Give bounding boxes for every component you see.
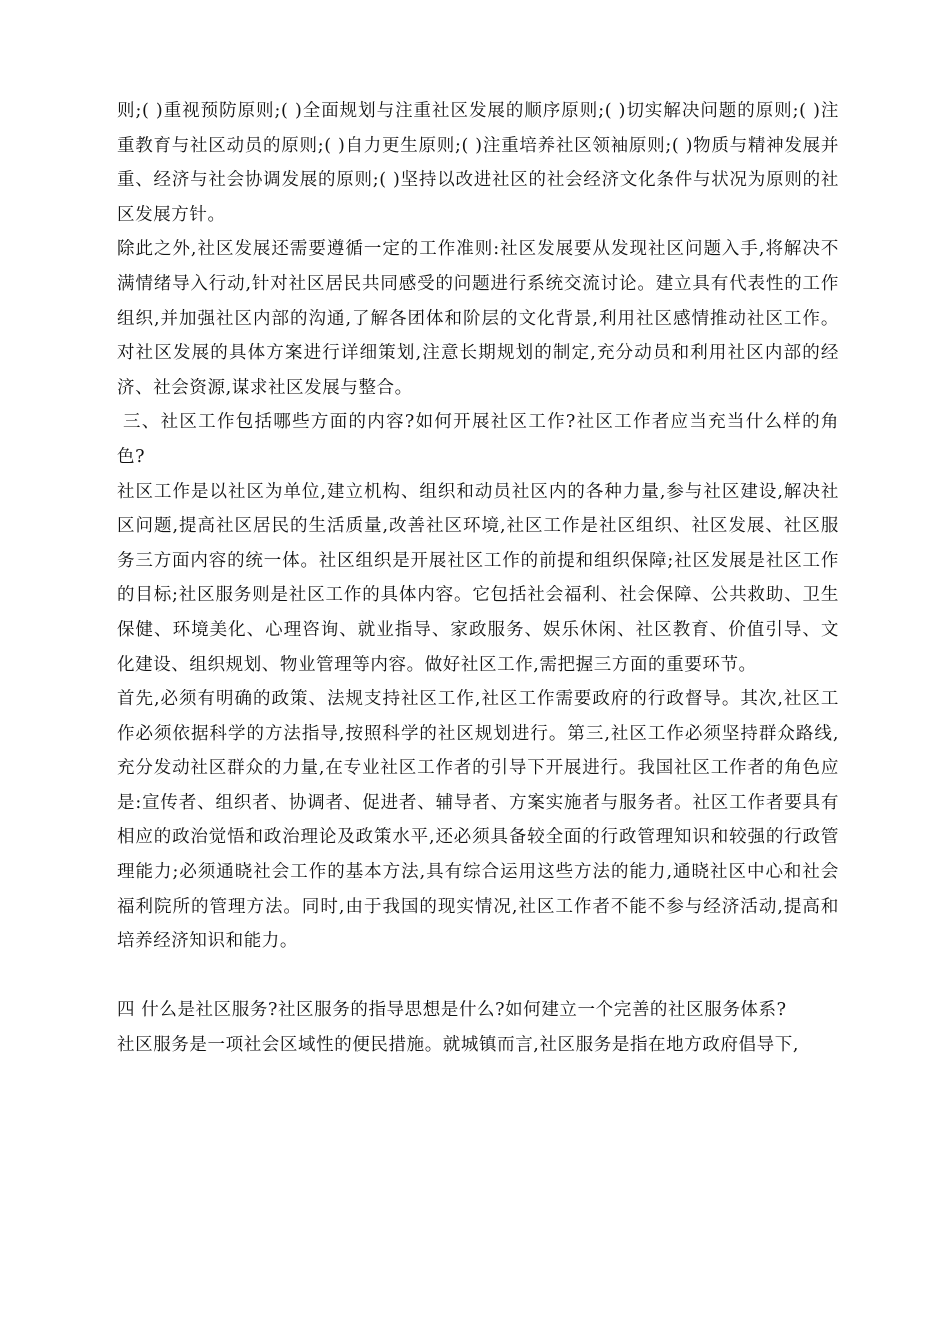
question-four-heading: 四 什么是社区服务?社区服务的指导思想是什么?如何建立一个完善的社区服务体系? bbox=[117, 1000, 787, 1021]
document-body bbox=[117, 94, 839, 1063]
blank-line bbox=[117, 959, 839, 994]
paragraph-answer-three-part2: 首先,必须有明确的政策、法规支持社区工作,社区工作需要政府的行政督导。其次,社区工作必须依据科学的方法指导,按照科学的社区规划进行。第三,社区工作必须坚持群众路线,充分发动社区群众的力量,在专业社区工作者的引导下开展进行。我国社区工作者的角色应是:宣传者、组织者、协调者、促进者、辅导者、方案实施者与服务者。社区工作者要具有相应的政治觉悟和政治理论及政策水平,还必须具备较全面的行政管理知识和较强的行政管理能力;必须通晓社会工作的基本方法,具有综合运用这些方法的能力,通晓社区中心和社会福利院所的管理方法。同时,由于我国的现实情况,社区工作者不能不参与经济活动,提高和培养经济知识和能力。 bbox=[117, 689, 839, 952]
paragraph-work-guidelines: 除此之外,社区发展还需要遵循一定的工作准则:社区发展要从发现社区问题入手,将解决不满情绪导入行动,针对社区居民共同感受的问题进行系统交流讨论。建立具有代表性的工作组织,并加强社区内部的沟通,了解各团体和阶层的文化背景,利用社区感情推动社区工作。对社区发展的具体方案进行详细策划,注意长期规划的制定,充分动员和利用社区内部的经济、社会资源,谋求社区发展与整合。 bbox=[117, 239, 839, 398]
paragraph-answer-four-start: 社区服务是一项社会区域性的便民措施。就城镇而言,社区服务是指在地方政府倡导下, bbox=[117, 1035, 800, 1056]
question-three-heading: 三、社区工作包括哪些方面的内容?如何开展社区工作?社区工作者应当充当什么样的角色? bbox=[117, 412, 839, 467]
paragraph-answer-three-part1: 社区工作是以社区为单位,建立机构、组织和动员社区内的各种力量,参与社区建设,解决社区问题,提高社区居民的生活质量,改善社区环境,社区工作是社区组织、社区发展、社区服务三方面内容的统一体。社区组织是开展社区工作的前提和组织保障;社区发展是社区工作的目标;社区服务则是社区工作的具体内容。它包括社会福利、社会保障、公共救助、卫生保健、环境美化、心理咨询、就业指导、家政服务、娱乐休闲、社区教育、价值引导、文化建设、组织规划、物业管理等内容。做好社区工作,需把握三方面的重要环节。 bbox=[117, 481, 839, 675]
paragraph-principles-continued: 则;( )重视预防原则;( )全面规划与注重社区发展的顺序原则;( )切实解决问题的原则;( )注重教育与社区动员的原则;( )自力更生原则;( )注重培养社区领袖原则;( )物质与精神发展并重、经济与社会协调发展的原则;( )坚持以改进社区的社会经济文化条件与状况为原则的社区发展方针。 bbox=[117, 101, 839, 225]
